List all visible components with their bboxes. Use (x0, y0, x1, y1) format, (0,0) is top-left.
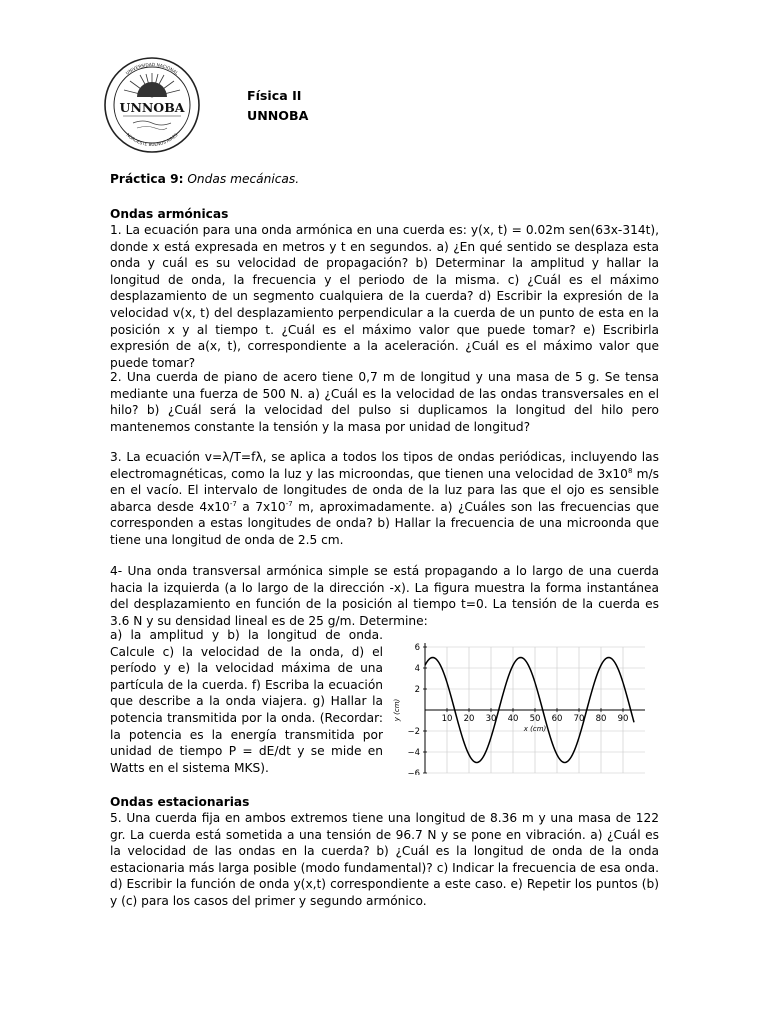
x-tick-label: 80 (595, 714, 607, 724)
question-4-intro: 4- Una onda transversal armónica simple se está propagando a lo largo de una cuerda hacia la izquierda (a lo largo de la dirección -x). La figura muestra la forma instantánea del desplazamiento en función de la posición al tiempo t=0. La tensión de la cuerda es 3.6 N y su densidad lineal es de 25 g/m. Determine: (110, 564, 659, 628)
logo-ring-top: UNIVERSIDAD NACIONAL (125, 62, 179, 77)
document-header (247, 86, 308, 126)
y-tick-label: −6 (407, 769, 420, 775)
section-title-harmonic: Ondas armónicas (110, 207, 229, 221)
x-tick-label: 50 (529, 714, 541, 724)
q3-part-2: m/s en el vacío. El intervalo de longitudes de onda de la luz para las que el ojo es sensible abarca desde 4x10 (110, 466, 660, 514)
question-1: 1. La ecuación para una onda armónica en una cuerda es: y(x, t) = 0.02m sen(63x-314t), donde x está expresada en metros y t en segundos. a) ¿En qué sentido se desplaza esta onda y cuál es su velocidad de propagación? b) Determinar la amplitud y hallar la longitud de onda, la frecuencia y el periodo de la misma. c) ¿Cuál es el máximo desplazamiento de un segmento cualquiera de la cuerda? d) Escribir la expresión de la velocidad v(x, t) del desplazamiento perpendicular a la cuerda de un punto de esta en la posición x y al tiempo t. ¿Cuál es el máximo valor que puede tomar? e) Escribirla expresión de a(x, t), correspondiente a la aceleración. ¿Cuál es el máximo valor que puede tomar? (110, 223, 659, 370)
course-name: Física II (247, 88, 302, 103)
practice-title (110, 171, 659, 188)
y-tick-label: −2 (407, 727, 420, 737)
q3-exponent-1: 8 (627, 466, 633, 475)
q3-part-1: 3. La ecuación v=λ/T=fλ, se aplica a todos los tipos de ondas periódicas, incluyendo las electromagnéticas, como la luz y las microondas, que tienen una velocidad de 3x10 (110, 450, 659, 481)
x-tick-label: 40 (507, 714, 519, 724)
y-axis-label: y (cm) (393, 698, 401, 722)
q4-items-text: a) la amplitud y b) la longitud de onda. Calcule c) la velocidad de la onda, d) el período y e) la velocidad máxima de una partícula de la cuerda. f) Escriba la ecuación que describe a la onda viajera. g) Hallar la potencia transmitida por la onda. (110, 628, 383, 725)
x-tick-label: 10 (441, 714, 453, 724)
q3-exponent-2: -7 (229, 499, 237, 508)
question-3 (110, 449, 659, 549)
q3-part-4: m, aproximadamente. a) ¿Cuáles son las frecuencias que corresponden a estas longitudes de onda? b) Hallar la frecuencia de una microonda que tiene una longitud de onda de 2.5 cm. (110, 499, 659, 547)
unnoba-logo (103, 56, 201, 154)
q3-exponent-3: -7 (285, 499, 293, 508)
x-tick-label: 60 (551, 714, 563, 724)
logo-text: UNNOBA (119, 100, 185, 115)
question-5: 5. Una cuerda fija en ambos extremos tiene una longitud de 8.36 m y una masa de 122 gr. La cuerda está sometida a una tensión de 96.7 N y se pone en vibración. a) ¿Cuál es la velocidad de las ondas en la cuerda? b) ¿Cuál es la longitud de onda de la onda estacionaria más larga posible (modo fundamental)? c) Indicar la frecuencia de esa onda. d) Escribir la función de onda y(x,t) correspondiente a este caso. e) Repetir los puntos (b) y (c) para los casos del primer y segundo armónico. (110, 811, 659, 908)
y-tick-label: 6 (414, 643, 420, 653)
y-tick-label: 2 (414, 685, 420, 695)
section-title-standing: Ondas estacionarias (110, 795, 250, 809)
x-tick-label: 90 (617, 714, 629, 724)
q4-note: (Recordar: la potencia es la energía transmitida por unidad de tiempo P = dE/dt y se mide en Watts en el sistema MKS). (110, 710, 384, 775)
institution-name: UNNOBA (247, 108, 309, 123)
x-tick-label: 20 (463, 714, 475, 724)
x-tick-label: 30 (485, 714, 497, 724)
svg-text:NOROESTE BUENOS AIRES (125, 132, 180, 148)
y-tick-label: −4 (407, 748, 420, 758)
y-tick-label: 4 (414, 664, 420, 674)
wave-chart (385, 630, 660, 775)
question-2: 2. Una cuerda de piano de acero tiene 0,7 m de longitud y una masa de 5 g. Se tensa mediante una fuerza de 500 N. a) ¿Cuál es la velocidad de las ondas transversales en el hilo? b) ¿Cuál será la velocidad del pulso si duplicamos la longitud del hilo pero mantenemos constante la tensión y la masa por unidad de longitud? (110, 370, 659, 434)
x-tick-label: 70 (573, 714, 585, 724)
question-4-items (110, 627, 383, 776)
practice-topic: Ondas mecánicas. (187, 172, 300, 186)
logo-ring-bottom: NOROESTE BUENOS AIRES (124, 132, 180, 149)
q3-part-3: a 7x10 (236, 499, 286, 514)
practice-label: Práctica 9: (110, 172, 184, 186)
x-axis-label: x (cm) (523, 725, 547, 733)
